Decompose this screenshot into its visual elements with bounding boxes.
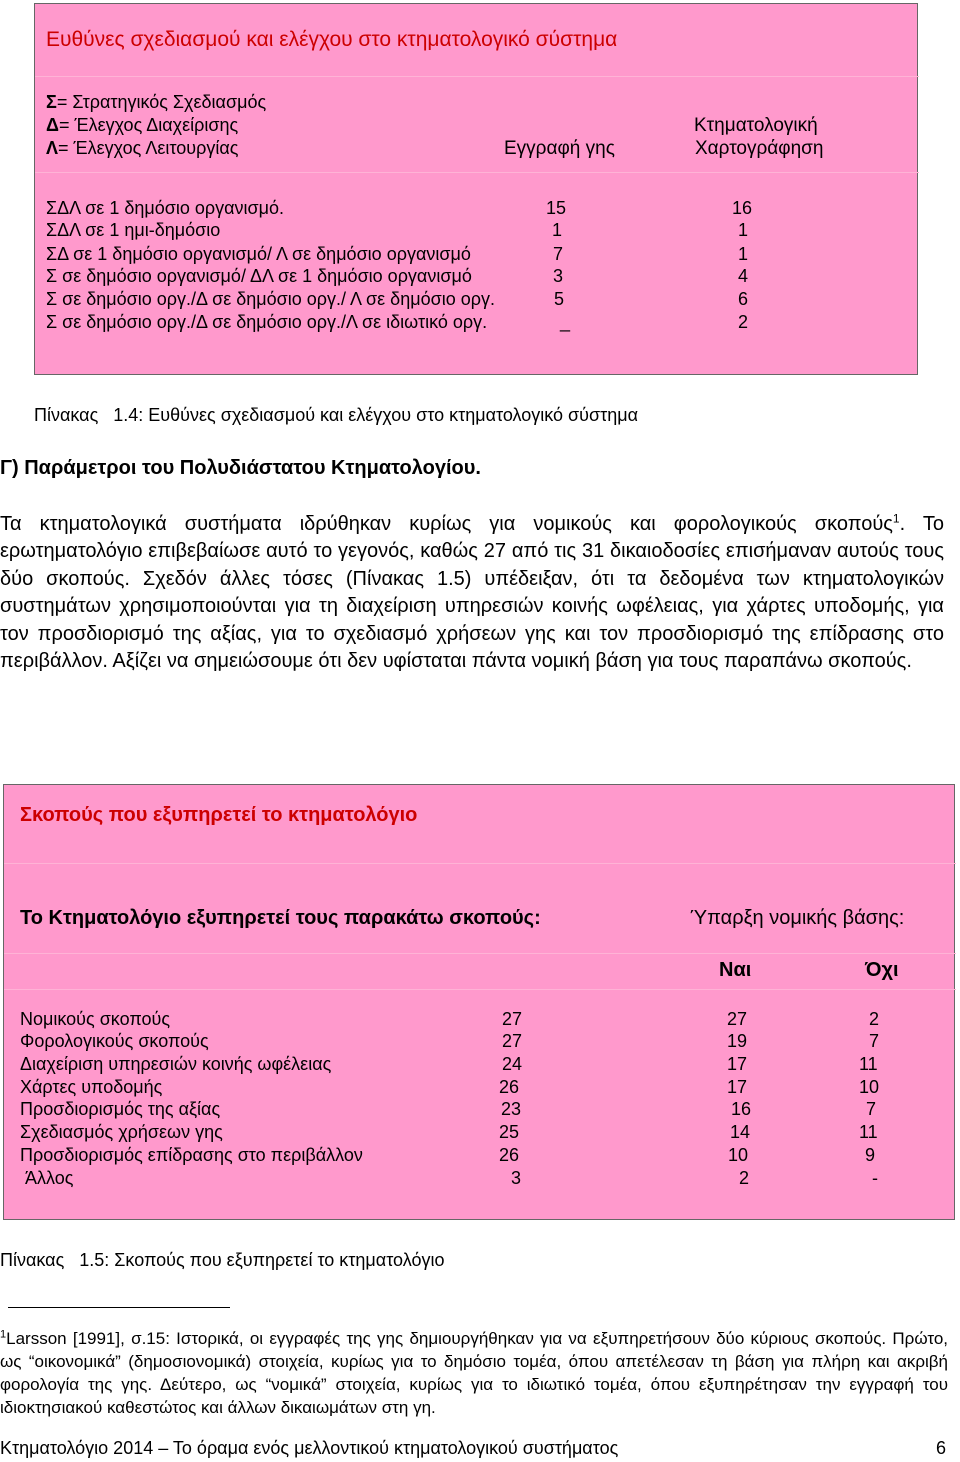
table2-row-label: Διαχείριση υπηρεσιών κοινής ωφέλειας bbox=[20, 1054, 332, 1074]
table2-total: 27 bbox=[502, 1031, 523, 1051]
table2-total: 3 bbox=[511, 1168, 522, 1188]
page-footer-title: Κτηματολόγιο 2014 – Το όραμα ενός μελλοντικού κτηματολογικού συστήματος bbox=[0, 1438, 619, 1458]
table2-total: 26 bbox=[499, 1077, 520, 1097]
table2-row-label: Φορολογικούς σκοπούς bbox=[20, 1031, 209, 1051]
table2-yes-value: 16 bbox=[731, 1099, 752, 1119]
table2-col-yes: Ναι bbox=[719, 959, 752, 981]
col-header-land-registration: Εγγραφή γης bbox=[504, 138, 615, 159]
table2-yes-value: 17 bbox=[727, 1054, 748, 1074]
table1-row-label: Σ σε δημόσιο οργ./Δ σε δημόσιο οργ./Λ σε ιδιωτικό οργ. bbox=[46, 312, 488, 332]
table2-no-value: 11 bbox=[859, 1122, 878, 1142]
col-header-cadastral-line1: Κτηματολογική bbox=[694, 115, 818, 136]
table2-total: 25 bbox=[499, 1122, 520, 1142]
table2-caption: Πίνακας 1.5: Σκοπούς που εξυπηρετεί το κτηματολόγιο bbox=[0, 1250, 445, 1270]
footnote-ref: 1 bbox=[892, 511, 900, 526]
table2-no-value: 2 bbox=[869, 1009, 880, 1029]
legend-management: Δ= Έλεγχος Διαχείρισης bbox=[46, 115, 239, 135]
body-paragraph: Τα κτηματολογικά συστήματα ιδρύθηκαν κυρίως για νομικούς και φορολογικούς σκοπούς$^1$. Το ερωτηματολόγιο επιβεβαίωσε αυτό το γεγονός, καθώς 27 από τις 31 δικαιοδοσίες επισήμαναν αυτούς τους δύο σκοπούς. Σχεδόν άλλες τόσες (Πίνακας 1.5) υπέδειξαν, ότι τα δεδομένα των κτηματολογικών συστημάτων χρησιμοποιούνται για τη διαχείριση υπηρεσιών κοινής ωφέλειας, για χάρτες υποδομής, για τον προσδιορισμό της αξίας, για το σχεδιασμό χρήσεων γης και τον προσδιορισμό της επίδρασης στο περιβάλλον. Αξίζει να σημειώσουμε ότι δεν υφίσταται πάντα νομική βάση για τους παραπάνω σκοπούς. bbox=[0, 511, 944, 673]
table1-value: 7 bbox=[553, 244, 564, 264]
table1-value: 16 bbox=[732, 198, 753, 218]
table2-row-label: Χάρτες υποδομής bbox=[20, 1077, 163, 1097]
table1-caption: Πίνακας 1.4: Ευθύνες σχεδιασμού και ελέγχου στο κτηματολογικό σύστημα bbox=[34, 405, 638, 425]
table2-no-value: 9 bbox=[865, 1145, 876, 1165]
legend-strategic: Σ= Στρατηγικός Σχεδιασμός bbox=[46, 92, 267, 112]
table1-value: 15 bbox=[546, 198, 567, 218]
table2-no-value: 7 bbox=[866, 1099, 877, 1119]
table2-total: 26 bbox=[499, 1145, 520, 1165]
table2-yes-value: 14 bbox=[730, 1122, 751, 1142]
table2-row-label: Σχεδιασμός χρήσεων γης bbox=[20, 1122, 223, 1142]
table2-no-value: 7 bbox=[869, 1031, 880, 1051]
table2-yes-value: 10 bbox=[728, 1145, 749, 1165]
section-heading: Γ) Παράμετροι του Πολυδιάστατου Κτηματολογίου. bbox=[0, 457, 481, 479]
table1-row-label: ΣΔΛ σε 1 ημι-δημόσιο bbox=[46, 220, 221, 240]
table2-separator bbox=[4, 863, 956, 864]
table2-row-label: Νομικούς σκοπούς bbox=[20, 1009, 171, 1029]
table1-value: 2 bbox=[738, 312, 749, 332]
table2-no-value: - bbox=[872, 1168, 878, 1188]
table1-value: 6 bbox=[738, 289, 749, 309]
table1-row-label: Σ σε δημόσιο οργανισμό/ ΔΛ σε 1 δημόσιο οργανισμό bbox=[46, 266, 472, 286]
table1-value: 1 bbox=[552, 220, 563, 240]
table1-row-label: ΣΔΛ σε 1 δημόσιο οργανισμό. bbox=[46, 198, 285, 218]
table1-separator bbox=[35, 76, 919, 77]
table2-yes-value: 17 bbox=[727, 1077, 748, 1097]
table2-no-value: 10 bbox=[859, 1077, 880, 1097]
table2-separator bbox=[4, 989, 956, 990]
table1-value: 1 bbox=[738, 244, 749, 264]
footnote-separator bbox=[8, 1307, 230, 1308]
table2-yes-value: 2 bbox=[739, 1168, 750, 1188]
table1-value: _ bbox=[560, 312, 571, 332]
table1-value: 4 bbox=[738, 266, 749, 286]
table1-value: 5 bbox=[554, 289, 565, 309]
footnote: $^1$Larsson [1991], σ.15: Ιστορικά, οι εγγραφές της γης δημιουργήθηκαν για να εξυπηρετήσουν δύο κύριους σκοπούς. Πρώτο, ως “οικονομικά” (δημοσιονομικά) στοιχεία, κυρίως για το δημόσιο τομέα, όπου απετέλεσαν τη βάση για πλήρη και ακριβή φορολογία της γης. Δεύτερο, ως “νομικά” στοιχεία, κυρίως για το ιδιωτικό τομέα, όπου εξυπηρέτησαν την εγγραφή του ιδιοκτησιακού καθεστώτος και άλλων δικαιωμάτων στη γη. bbox=[0, 1328, 948, 1417]
table2-no-value: 11 bbox=[859, 1054, 878, 1074]
table2-separator bbox=[4, 953, 956, 954]
table2-col-no: Όχι bbox=[865, 959, 899, 981]
table1-row-label: ΣΔ σε 1 δημόσιο οργανισμό/ Λ σε δημόσιο οργανισμό bbox=[46, 244, 471, 264]
table2-row-label: Προσδιορισμός της αξίας bbox=[20, 1099, 221, 1119]
col-header-cadastral-line2: Χαρτογράφηση bbox=[695, 138, 824, 159]
table2-yes-value: 19 bbox=[727, 1031, 748, 1051]
legend-operation: Λ= Έλεγχος Λειτουργίας bbox=[46, 138, 239, 158]
table2-total: 24 bbox=[502, 1054, 523, 1074]
table1-title: Ευθύνες σχεδιασμού και ελέγχου στο κτηματολογικό σύστημα bbox=[46, 28, 618, 51]
responsibilities-table bbox=[34, 3, 918, 375]
table2-header-left: Το Κτηματολόγιο εξυπηρετεί τους παρακάτω σκοπούς: bbox=[20, 907, 541, 929]
page-number: 6 bbox=[936, 1438, 947, 1458]
table2-row-label: Άλλος bbox=[25, 1168, 74, 1188]
table2-header-right: Ύπαρξη νομικής βάσης: bbox=[690, 907, 905, 929]
table1-value: 1 bbox=[738, 220, 749, 240]
table2-yes-value: 27 bbox=[727, 1009, 748, 1029]
table2-total: 23 bbox=[501, 1099, 522, 1119]
table1-separator bbox=[35, 172, 919, 173]
table2-total: 27 bbox=[502, 1009, 523, 1029]
table1-value: 3 bbox=[553, 266, 564, 286]
purposes-table bbox=[3, 784, 955, 1220]
table2-row-label: Προσδιορισμός επίδρασης στο περιβάλλον bbox=[20, 1145, 363, 1165]
table1-row-label: Σ σε δημόσιο οργ./Δ σε δημόσιο οργ./ Λ σε δημόσιο οργ. bbox=[46, 289, 495, 309]
table2-title: Σκοπούς που εξυπηρετεί το κτηματολόγιο bbox=[20, 804, 418, 826]
